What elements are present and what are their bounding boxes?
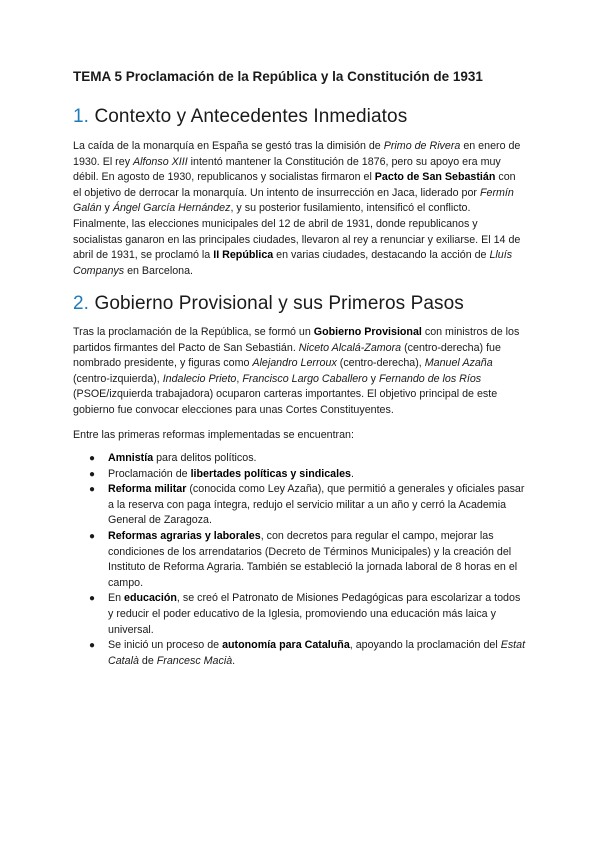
text-run: (centro-derecha), [336, 357, 425, 370]
person-name: Indalecio Prieto [162, 372, 237, 385]
section-heading-text: Gobierno Provisional y sus Primeros Pasos [94, 293, 464, 314]
list-item [73, 467, 528, 483]
list-item [73, 638, 528, 669]
key-term: Reforma militar [108, 483, 187, 496]
text-run: Se inició un proceso de [108, 639, 223, 652]
person-name: Fernando de los Ríos [378, 372, 482, 385]
text-run: Tras la proclamación de la República, se formó un [73, 326, 314, 338]
list-item [73, 482, 528, 529]
text-run: (conocida como Ley Azaña), que permitió a generales y oficiales pasar a la reserva con paga íntegra, redujo el servicio militar a un año y cerró la Academia General de Zaragoza. [108, 483, 525, 527]
text-run: La caída de la monarquía en España se gestó tras la dimisión de [73, 140, 384, 152]
person-name: Fermín Galán [73, 186, 514, 215]
text-run: , se creó el Patronato de Misiones Pedagógicas para escolarizar a todos y reducir el poder educativo de la Iglesia, promoviendo una educación más laica y universal. [108, 592, 521, 636]
key-term: Reformas agrarias y laborales [108, 529, 261, 542]
list-item [73, 451, 528, 467]
text-run: y [101, 202, 113, 215]
text-run: , con decretos para regular el campo, mejorar las condiciones de los arrendatarios (Decreto de Términos Municipales) y la creación del Instituto de Reforma Agraria. También se estableció la jornada laboral de 8 horas en el campo. [108, 529, 518, 589]
section-number: 1. [73, 106, 90, 127]
list-item [73, 591, 528, 638]
text-run: para delitos políticos. [153, 452, 257, 464]
reforms-list [73, 451, 528, 669]
key-term: Gobierno Provisional [313, 326, 422, 338]
section-heading-contexto [73, 106, 407, 128]
list-item [73, 529, 528, 591]
person-name: Niceto Alcalá-Zamora [298, 341, 402, 354]
contexto-paragraph [73, 139, 525, 279]
person-name: Ángel García Hernández [112, 202, 231, 215]
bullet-icon: ● [89, 484, 96, 496]
text-run: En [108, 592, 125, 605]
text-run: , [236, 372, 243, 385]
text-run: y [367, 372, 379, 385]
text-run: . [350, 467, 354, 480]
section-number: 2. [73, 293, 90, 314]
text-run: en Barcelona. [124, 264, 194, 277]
person-name: Francesc Macià [156, 654, 233, 667]
person-name: Alejandro Lerroux [252, 357, 337, 370]
bullet-icon: ● [89, 640, 96, 652]
person-name: Alfonso XIII [133, 155, 188, 168]
text-run: en varias ciudades, destacando la acción de [273, 249, 490, 262]
person-name: Francisco Largo Caballero [242, 372, 368, 385]
section-heading-gobierno [73, 293, 464, 315]
text-run: con ministros de los partidos firmantes del Pacto de San Sebastián. [73, 326, 520, 354]
text-run: (PSOE/izquierda trabajadora) ocuparon carteras importantes. El objetivo principal de este gobierno fue convocar elecciones para unas Cortes Constituyentes. [73, 388, 498, 416]
key-term: Amnistía [108, 452, 154, 464]
key-term: Pacto de San Sebastián [374, 171, 496, 184]
text-run: intentó mantener la Constitución de 1876, pero su apoyo era muy débil. En agosto de 1930, republicanos y socialistas firmaron el [73, 155, 501, 184]
text-run: , apoyando la proclamación del [349, 639, 501, 652]
text-run: , y su posterior fusilamiento, intensificó el conflicto. Finalmente, las elecciones municipales del 12 de abril de 1931, donde republicanos y socialistas ganaron en las principales ciudades, llevaron al rey a renunciar y exiliarse. El 14 de abril de 1931, se proclamó la [73, 202, 521, 262]
key-term: autonomía para Cataluña [222, 639, 350, 652]
proper-name: Estat Català [108, 639, 526, 667]
text-run: (centro-derecha) fue nombrado presidente, y figuras como [73, 341, 501, 370]
text-run: con el objetivo de derrocar la monarquía. Un intento de insurrección en Jaca, liderado por [73, 171, 516, 199]
bullet-icon: ● [89, 593, 96, 605]
bullet-icon: ● [89, 453, 96, 464]
text-run: de [138, 654, 157, 667]
text-run: . [232, 654, 236, 667]
person-name: Primo de Rivera [383, 140, 461, 152]
person-name: Manuel Azaña [424, 357, 493, 370]
key-term: educación [124, 592, 177, 605]
bullet-icon: ● [89, 468, 96, 480]
reforms-intro: Entre las primeras reformas implementadas se encuentran: [73, 429, 354, 441]
gobierno-paragraph [73, 325, 525, 419]
text-run: Proclamación de [108, 467, 191, 480]
text-run: en enero de 1930. El rey [73, 140, 521, 168]
section-heading-text: Contexto y Antecedentes Inmediatos [94, 106, 408, 127]
person-name: Lluís Companys [73, 249, 513, 277]
document-title: TEMA 5 Proclamación de la República y la Constitución de 1931 [73, 69, 483, 84]
key-term: II República [213, 249, 274, 262]
key-term: libertades políticas y sindicales [190, 467, 351, 480]
bullet-icon: ● [89, 530, 96, 542]
text-run: (centro-izquierda), [73, 372, 163, 385]
